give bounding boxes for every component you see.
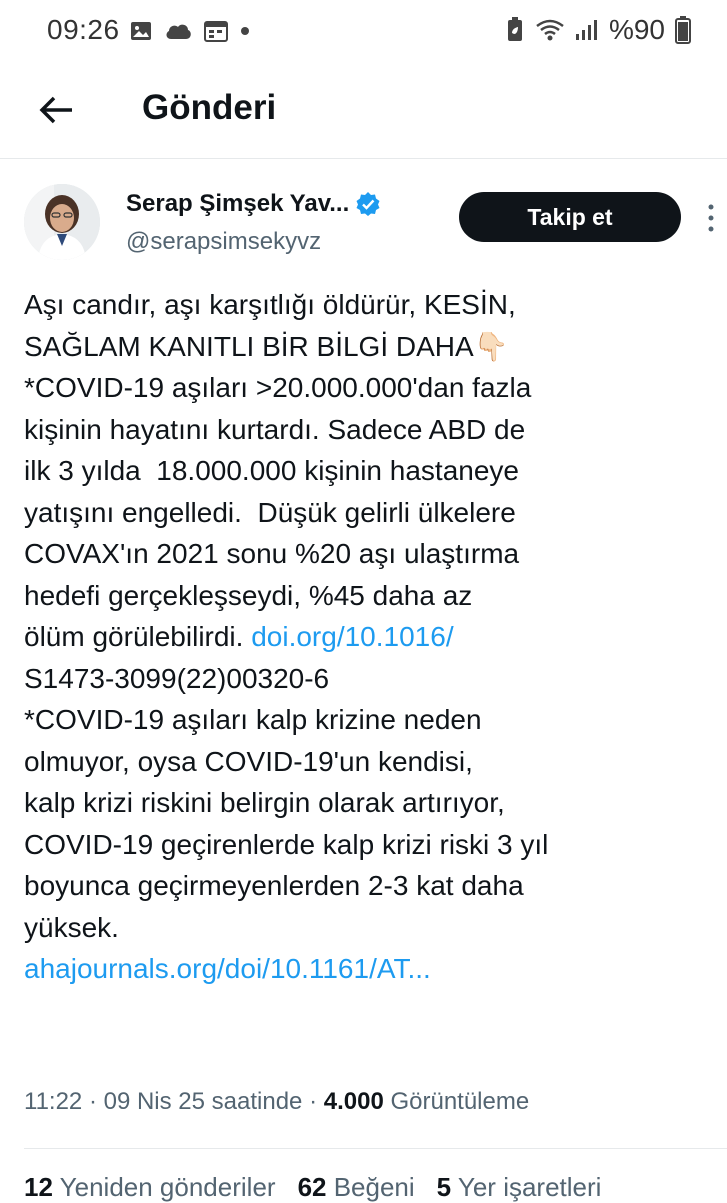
notification-icons bbox=[130, 20, 250, 42]
tweet-line: boyunca geçirmeyenlerden 2-3 kat daha bbox=[24, 870, 524, 901]
tweet-time[interactable]: 11:22 bbox=[24, 1088, 83, 1115]
page-title: Gönderi bbox=[142, 88, 277, 127]
verified-badge-icon bbox=[355, 191, 381, 217]
tweet-line: kişinin hayatını kurtardı. Sadece ABD de bbox=[24, 413, 526, 445]
follow-button[interactable]: Takip et bbox=[459, 192, 681, 242]
tweet-line: ilk 3 yılda 18.000.000 kişinin hastaneye bbox=[24, 455, 519, 486]
ahajournals-link[interactable]: ahajournals.org/doi/10.1161/AT... bbox=[24, 953, 431, 984]
tweet-line: ölüm görülebilirdi. doi.org/10.1016/ bbox=[24, 621, 454, 652]
tweet-line: *COVID-19 aşıları >20.000.000'dan fazla bbox=[24, 372, 532, 403]
views-count[interactable]: 4.000 bbox=[323, 1088, 384, 1115]
tweet-date[interactable]: 09 Nis 25 saatinde bbox=[103, 1088, 303, 1115]
tweet-line: kalp krizi riskini belirgin olarak artırıyor, bbox=[24, 787, 505, 818]
retweets-stat[interactable]: 12 Yeniden gönderiler bbox=[24, 1172, 276, 1202]
tweet-meta: 11:22 · 09 Nis 25 saatinde · 4.000 Görüntüleme bbox=[24, 1088, 530, 1115]
tweet-line bbox=[24, 948, 714, 990]
tweet-line: olmuyor, oysa COVID-19'un kendisi, bbox=[24, 745, 473, 777]
tweet-line: COVID-19 geçirenlerde kalp krizi riski 3 yıl bbox=[24, 828, 549, 860]
tweet-line: yüksek. bbox=[24, 911, 119, 943]
back-button[interactable] bbox=[36, 90, 76, 130]
battery-percentage: %90 bbox=[608, 14, 665, 45]
top-app-bar bbox=[0, 68, 727, 159]
status-time: 09:26 bbox=[47, 14, 120, 45]
tweet-line: Aşı candır, aşı karşıtlığı öldürür, KESİN, bbox=[24, 289, 516, 320]
tweet-line: hedefi gerçekleşseydi, %45 daha az bbox=[24, 579, 473, 611]
status-bar bbox=[0, 0, 727, 68]
avatar[interactable] bbox=[24, 184, 100, 260]
author-name-row[interactable] bbox=[126, 190, 381, 218]
battery-icon bbox=[675, 16, 691, 44]
calendar-icon bbox=[204, 20, 228, 42]
signal-icon bbox=[575, 18, 599, 42]
doi-link[interactable]: doi.org/10.1016/ bbox=[251, 621, 454, 652]
wifi-icon bbox=[535, 18, 565, 42]
tweet-text bbox=[24, 284, 714, 990]
tweet-line: COVAX'ın 2021 sonu %20 aşı ulaştırma bbox=[24, 538, 520, 569]
image-icon bbox=[130, 20, 152, 42]
more-options-button[interactable] bbox=[703, 203, 719, 235]
tweet-line: *COVID-19 aşıları kalp krizine neden bbox=[24, 704, 482, 735]
profile-photo bbox=[24, 184, 100, 260]
tweet-line: SAĞLAM KANITLI BİR BİLGİ DAHA👇🏻 bbox=[24, 330, 509, 362]
battery-saver-icon bbox=[505, 17, 525, 43]
tweet-line: yatışını engelledi. Düşük gelirli ülkelere bbox=[24, 496, 516, 528]
tweet-line: S1473-3099(22)00320-6 bbox=[24, 662, 330, 694]
engagement-stats bbox=[24, 1172, 623, 1203]
more-vertical-icon bbox=[703, 203, 719, 235]
likes-stat[interactable]: 62 Beğeni bbox=[297, 1172, 415, 1202]
system-icons bbox=[505, 14, 691, 46]
author-handle[interactable]: @serapsimsekyvz bbox=[126, 228, 322, 255]
arrow-left-icon bbox=[38, 95, 74, 125]
views-label[interactable]: Görüntüleme bbox=[383, 1088, 530, 1115]
divider bbox=[24, 1148, 727, 1149]
dot-icon bbox=[240, 26, 250, 36]
cloud-icon bbox=[164, 21, 192, 41]
author-name[interactable]: Serap Şimşek Yav... bbox=[126, 190, 350, 217]
bookmarks-stat[interactable]: 5 Yer işaretleri bbox=[436, 1172, 602, 1202]
